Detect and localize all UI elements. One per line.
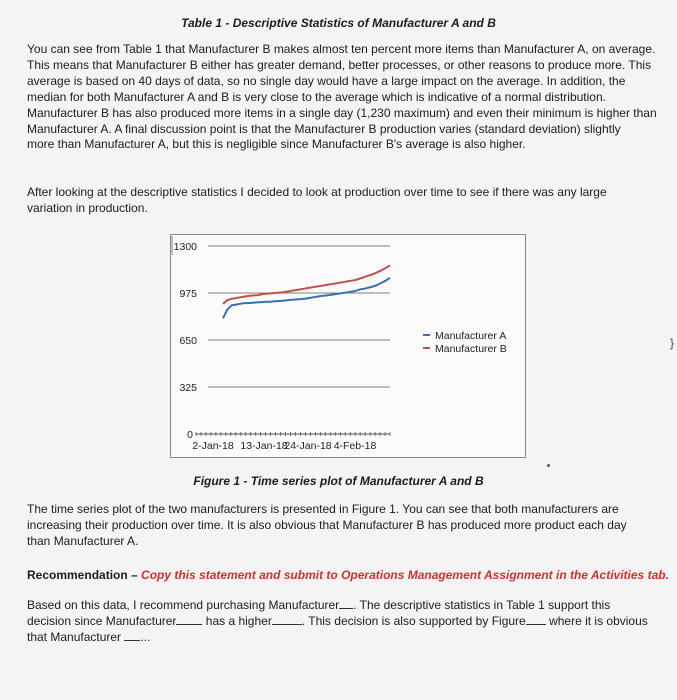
recommendation-label: Recommendation – (27, 568, 138, 582)
paragraph-descriptive-stats (27, 42, 672, 153)
x-tick-label: 24-Jan-18 (284, 440, 332, 452)
x-tick-label: 13-Jan-18 (240, 440, 288, 452)
text-line: You can see from Table 1 that Manufacturer B makes almost ten percent more items than Manufacturer A, on average. (27, 42, 656, 56)
blank-figure[interactable] (526, 613, 546, 625)
y-tick-label: 1300 (173, 241, 197, 253)
figure-caption: Figure 1 - Time series plot of Manufacturer A and B (193, 474, 484, 488)
text-line: average is based on 40 days of data, so no single day would have a large impact on the average. In addition, the (27, 73, 626, 88)
stray-dot (547, 464, 550, 467)
y-tick-label: 650 (179, 335, 197, 347)
recommendation-statement (27, 597, 672, 645)
recommendation-heading (27, 568, 672, 584)
text-line: than Manufacturer A. (27, 533, 139, 548)
blank-statistic[interactable] (272, 613, 302, 625)
paragraph-production-intro (27, 185, 672, 217)
chart-canvas (171, 235, 527, 459)
table-caption: Table 1 - Descriptive Statistics of Manufacturer A and B (181, 16, 496, 30)
text-line: This means that Manufacturer B either has greater demand, better processes, or other reasons to produce more. This (27, 57, 652, 72)
statement-text: . The descriptive statistics in Table 1 support this (353, 598, 611, 612)
x-tick-label: 4-Feb-18 (333, 440, 377, 452)
blank-manufacturer-3[interactable] (124, 629, 140, 641)
time-series-chart (170, 234, 526, 458)
text-line: Manufacturer B has also produced more items in a single day (1,230 maximum) and even their minimum is higher than (27, 105, 657, 120)
ellipsis: ... (140, 630, 151, 644)
y-tick-label: 975 (179, 288, 197, 300)
blank-manufacturer[interactable] (339, 597, 353, 609)
y-tick-label: 325 (179, 382, 197, 394)
x-tick-label: 2-Jan-18 (192, 440, 234, 452)
text-line: The time series plot of the two manufacturers is presented in Figure 1. You can see that both manufacturers are (27, 502, 619, 516)
text-line: more than Manufacturer A, but this is negligible since Manufacturer B's average is also higher. (27, 137, 526, 152)
blank-manufacturer-2[interactable] (176, 613, 202, 625)
text-line: variation in production. (27, 200, 148, 215)
legend-label: Manufacturer A (435, 330, 507, 342)
paragraph-time-series (27, 502, 672, 550)
text-line: After looking at the descriptive statistics I decided to look at production over time to see if there was any large (27, 185, 607, 199)
statement-text: has a higher (205, 614, 272, 628)
statement-text: . This decision is also supported by Figure (301, 614, 526, 628)
recommendation-instruction: Copy this statement and submit to Operations Management Assignment in the Activities tab. (141, 568, 669, 582)
statement-text: Based on this data, I recommend purchasing Manufacturer (27, 598, 340, 612)
statement-text: where it is obvious (549, 614, 648, 628)
bracket-mark: } (670, 336, 675, 350)
statement-text: decision since Manufacturer (27, 614, 177, 628)
series-line-manufacturer-a (223, 278, 390, 319)
text-line: median for both Manufacturer A and B is very close to the average which is indicative of a normal distribution. (27, 89, 606, 104)
legend-label: Manufacturer B (435, 343, 507, 355)
text-line: Manufacturer A. A final discussion point is that the Manufacturer B production varies (standard deviation) slightly (27, 121, 621, 136)
y-tick-label: 0 (187, 429, 193, 441)
statement-text: that Manufacturer (27, 630, 122, 644)
text-line: increasing their production over time. It is also obvious that Manufacturer B has produced more product each day (27, 517, 627, 532)
